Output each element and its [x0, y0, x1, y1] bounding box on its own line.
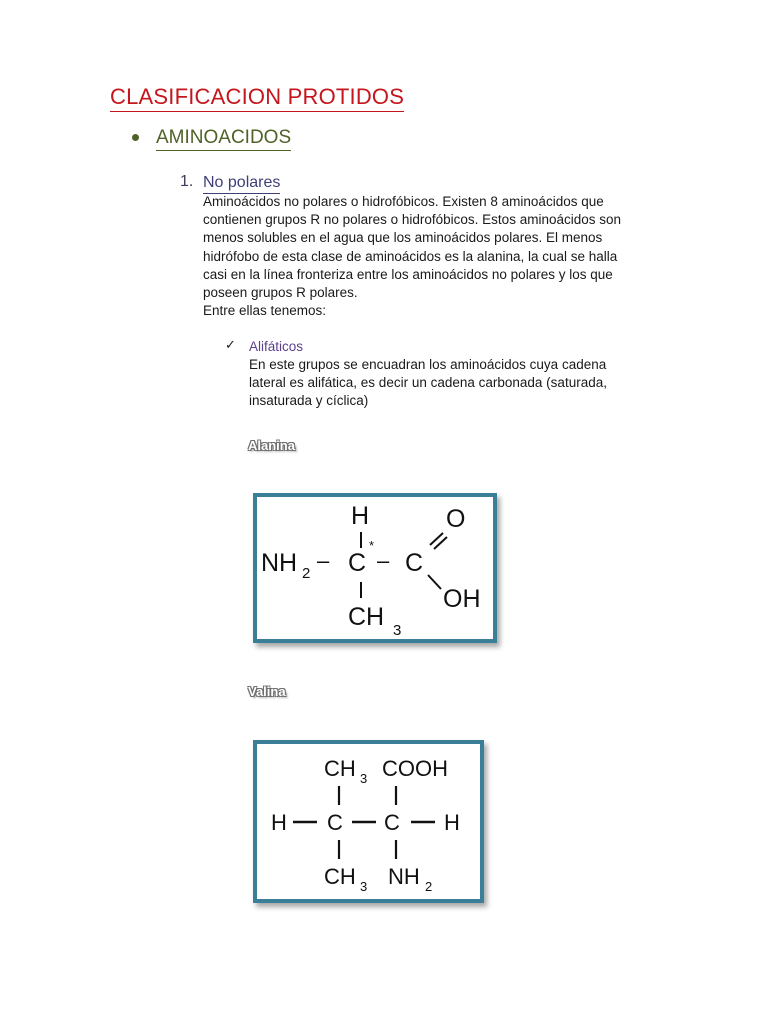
paragraph-line: menos solubles en el agua que los aminoácidos polares. El menos — [203, 230, 603, 246]
alanina-subscript-2: 2 — [302, 565, 311, 582]
alanina-atom-ch: CH — [348, 603, 385, 631]
alanina-atom-nh: NH — [261, 549, 298, 577]
alanina-label: Alanina — [248, 438, 295, 453]
valina-label: Valina — [248, 684, 286, 699]
paragraph-line: Entre ellas tenemos: — [203, 303, 327, 319]
paragraph-line: lateral es alifática, es decir un cadena carbonada (saturada, — [249, 375, 607, 391]
valina-atom-cooh: COOH — [382, 756, 448, 781]
valina-subscript-3-top: 3 — [360, 771, 368, 786]
valina-atom-ch-top: CH — [324, 756, 356, 781]
bullet-dot-icon — [132, 134, 139, 141]
subsection-title: No polares — [203, 173, 280, 194]
valina-atom-c2: C — [384, 810, 400, 835]
valina-formula-diagram — [257, 744, 480, 899]
valina-structure — [253, 740, 484, 903]
paragraph-line: Aminoácidos no polares o hidrofóbicos. Existen 8 aminoácidos que — [203, 194, 604, 209]
section-title: AMINOACIDOS — [156, 126, 291, 151]
valina-subscript-2: 2 — [425, 879, 433, 894]
valina-atom-h-right: H — [444, 810, 460, 835]
valina-atom-h-left: H — [271, 810, 287, 835]
alanina-structure — [253, 493, 497, 643]
paragraph-line: insaturada y cíclica) — [249, 393, 369, 409]
paragraph-line: contienen grupos R no polares o hidrofóbicos. Estos aminoácidos son — [203, 212, 621, 228]
alanina-atom-c: C — [405, 549, 424, 577]
intro-paragraph — [203, 193, 663, 320]
checkmark-icon: ✓ — [225, 338, 236, 353]
paragraph-line: casi en la línea fronteriza entre los aminoácidos no polares y los que — [203, 266, 613, 282]
paragraph-line: hidrófobo de esta clase de aminoácidos es la alanina, la cual se halla — [203, 248, 618, 264]
valina-atom-nh: NH — [388, 864, 420, 889]
list-number: 1. — [180, 173, 194, 190]
alanina-atom-h: H — [351, 502, 370, 530]
valina-atom-c1: C — [327, 810, 343, 835]
alanina-formula-diagram — [257, 497, 493, 639]
alanina-atom-oh: OH — [443, 585, 481, 613]
paragraph-line: En este grupos se encuadran los aminoácidos cuya cadena — [249, 357, 607, 372]
alanina-chiral-star: * — [369, 538, 375, 553]
alanina-bond-oh — [428, 575, 441, 589]
category-title: Alifáticos — [249, 339, 304, 354]
category-description — [249, 356, 669, 411]
page-title: CLASIFICACION PROTIDOS — [110, 83, 404, 112]
alanina-atom-c-alpha: C — [348, 549, 367, 577]
valina-atom-ch-bottom: CH — [324, 864, 356, 889]
paragraph-line: poseen grupos R polares. — [203, 285, 358, 301]
alanina-bond-dash: – — [317, 548, 330, 573]
valina-subscript-3-bottom: 3 — [360, 879, 368, 894]
alanina-atom-o: O — [446, 505, 466, 533]
alanina-bond-dash-2: – — [377, 548, 390, 573]
alanina-subscript-3: 3 — [393, 622, 402, 639]
